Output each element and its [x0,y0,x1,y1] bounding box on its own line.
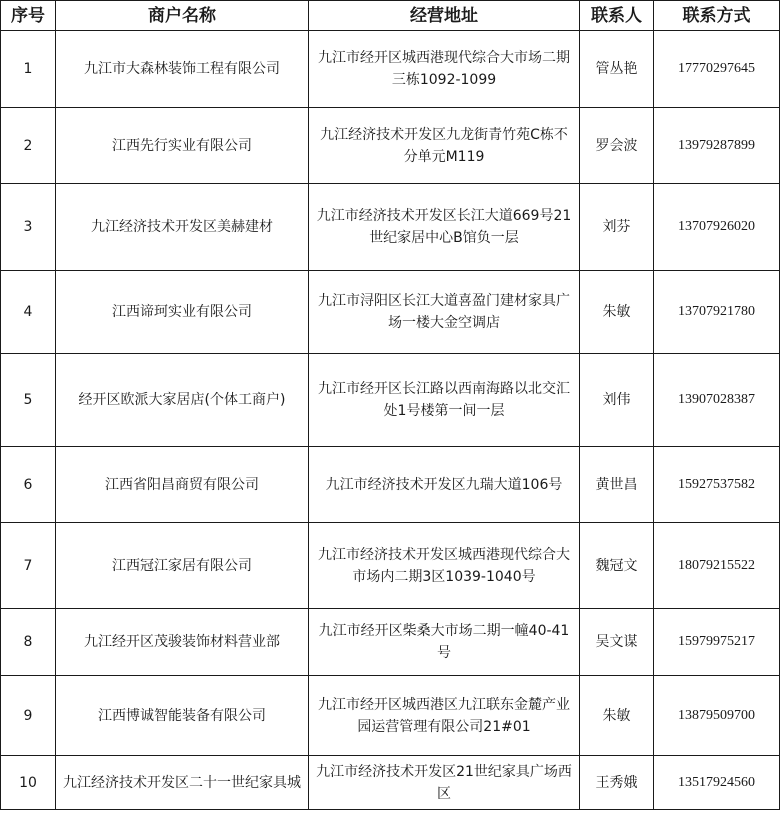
merchant-name: 江西先行实业有限公司 [56,108,309,184]
merchant-name: 九江经济技术开发区美赫建材 [56,184,309,271]
table-row [1,756,780,810]
contact-phone: 13707921780 [654,271,780,354]
table-row [1,676,780,756]
business-address: 九江市经开区柴桑大市场二期一幢40-41号 [309,609,580,676]
table-row [1,271,780,354]
business-address: 九江市经济技术开发区九瑞大道106号 [309,447,580,523]
contact-person: 王秀娥 [580,756,654,810]
contact-person: 罗会波 [580,108,654,184]
row-index: 6 [1,447,56,523]
contact-phone: 15927537582 [654,447,780,523]
table-row [1,108,780,184]
contact-person: 吴文谋 [580,609,654,676]
row-index: 10 [1,756,56,810]
row-index: 9 [1,676,56,756]
table-row [1,354,780,447]
business-address: 九江市经济技术开发区21世纪家具广场西区 [309,756,580,810]
contact-phone: 17770297645 [654,31,780,108]
merchant-name: 九江经济技术开发区二十一世纪家具城 [56,756,309,810]
row-index: 2 [1,108,56,184]
table-row [1,609,780,676]
business-address: 九江市经济技术开发区城西港现代综合大市场内二期3区1039-1040号 [309,523,580,609]
business-address: 九江市浔阳区长江大道喜盈门建材家具广场一楼大金空调店 [309,271,580,354]
merchant-name: 江西谛珂实业有限公司 [56,271,309,354]
contact-person: 刘芬 [580,184,654,271]
merchant-name: 江西博诚智能装备有限公司 [56,676,309,756]
header-row [1,1,780,31]
contact-person: 管丛艳 [580,31,654,108]
table-row [1,523,780,609]
merchant-name: 江西省阳昌商贸有限公司 [56,447,309,523]
merchant-name: 经开区欧派大家居店(个体工商户) [56,354,309,447]
contact-person: 朱敏 [580,676,654,756]
business-address: 九江市经开区长江路以西南海路以北交汇处1号楼第一间一层 [309,354,580,447]
merchant-name: 九江市大森林装饰工程有限公司 [56,31,309,108]
contact-phone: 18079215522 [654,523,780,609]
contact-person: 黄世昌 [580,447,654,523]
merchant-name: 江西冠江家居有限公司 [56,523,309,609]
contact-person: 魏冠文 [580,523,654,609]
row-index: 4 [1,271,56,354]
header-address: 经营地址 [309,1,580,31]
header-contact: 联系人 [580,1,654,31]
contact-phone: 13907028387 [654,354,780,447]
contact-person: 朱敏 [580,271,654,354]
contact-phone: 13517924560 [654,756,780,810]
contact-person: 刘伟 [580,354,654,447]
header-name: 商户名称 [56,1,309,31]
row-index: 1 [1,31,56,108]
row-index: 7 [1,523,56,609]
header-index: 序号 [1,1,56,31]
business-address: 九江市经济技术开发区长江大道669号21世纪家居中心B馆负一层 [309,184,580,271]
business-address: 九江市经开区城西港区九江联东金麓产业园运营管理有限公司21#01 [309,676,580,756]
business-address: 九江市经开区城西港现代综合大市场二期三栋1092-1099 [309,31,580,108]
contact-phone: 13979287899 [654,108,780,184]
header-phone: 联系方式 [654,1,780,31]
table-row [1,447,780,523]
row-index: 8 [1,609,56,676]
row-index: 5 [1,354,56,447]
business-address: 九江经济技术开发区九龙街青竹苑C栋不分单元M119 [309,108,580,184]
merchant-name: 九江经开区茂骏装饰材料营业部 [56,609,309,676]
table-row [1,184,780,271]
contact-phone: 15979975217 [654,609,780,676]
row-index: 3 [1,184,56,271]
table-row [1,31,780,108]
contact-phone: 13879509700 [654,676,780,756]
contact-phone: 13707926020 [654,184,780,271]
